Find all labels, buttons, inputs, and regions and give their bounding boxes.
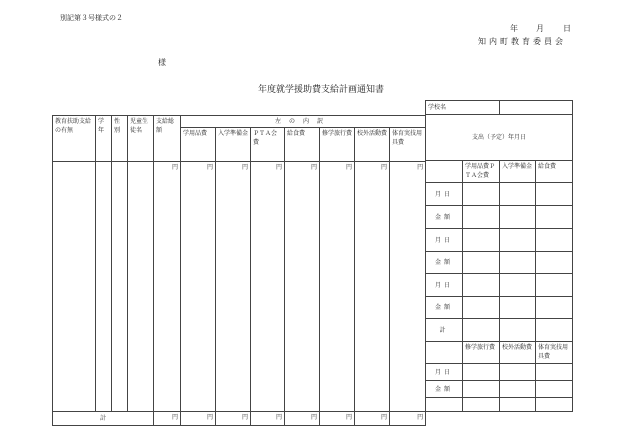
payment-date-header: 支出（予定）年月日 bbox=[426, 115, 573, 161]
col-school-trip: 修学旅行費 bbox=[463, 342, 500, 364]
col-pe-equipment: 体育実技用具費 bbox=[390, 128, 426, 162]
payment-schedule-table bbox=[425, 100, 573, 412]
table-cell[interactable] bbox=[500, 252, 536, 274]
table-cell[interactable] bbox=[463, 183, 500, 206]
table-cell[interactable] bbox=[536, 381, 573, 398]
table-cell[interactable] bbox=[500, 274, 536, 297]
unit-yen: 円 bbox=[181, 162, 216, 412]
col-school-trip: 修学旅行費 bbox=[320, 128, 355, 162]
table-cell[interactable] bbox=[500, 364, 536, 381]
unit-yen: 円 bbox=[320, 162, 355, 412]
amount-label: 金額 bbox=[426, 297, 463, 319]
table-cell bbox=[426, 398, 463, 412]
table-cell[interactable] bbox=[128, 162, 154, 412]
col-entrance-prep: 入学準備金 bbox=[216, 128, 251, 162]
table-cell[interactable] bbox=[536, 183, 573, 206]
document-title: 年度就学援助費支給計画通知書 bbox=[258, 85, 385, 95]
student-support-table bbox=[52, 115, 426, 426]
unit-yen: 円 bbox=[251, 162, 285, 412]
col-student-name: 児童生徒名 bbox=[128, 116, 154, 162]
col-supplies-pta: 学用品費ＰＴＡ会費 bbox=[463, 161, 500, 183]
table-cell[interactable] bbox=[500, 319, 536, 342]
date-month-label: 月 bbox=[536, 24, 544, 33]
table-cell[interactable] bbox=[500, 297, 536, 319]
unit-yen: 円 bbox=[390, 412, 426, 426]
col-school-supplies: 学用品費 bbox=[181, 128, 216, 162]
table-cell bbox=[426, 161, 463, 183]
unit-yen: 円 bbox=[285, 162, 320, 412]
table-cell[interactable] bbox=[463, 229, 500, 252]
unit-yen: 円 bbox=[216, 162, 251, 412]
amount-label: 金額 bbox=[426, 381, 463, 398]
table-cell[interactable] bbox=[500, 229, 536, 252]
unit-yen: 円 bbox=[390, 162, 426, 412]
col-entrance-prep: 入学準備金 bbox=[500, 161, 536, 183]
table-cell[interactable] bbox=[463, 364, 500, 381]
table-cell[interactable] bbox=[500, 206, 536, 229]
table-cell[interactable] bbox=[536, 252, 573, 274]
unit-yen: 円 bbox=[251, 412, 285, 426]
table-cell[interactable] bbox=[536, 319, 573, 342]
col-lunch-fee: 給食費 bbox=[285, 128, 320, 162]
table-cell[interactable] bbox=[463, 398, 500, 412]
unit-yen: 円 bbox=[154, 412, 181, 426]
table-cell[interactable] bbox=[500, 381, 536, 398]
total-label: 計 bbox=[53, 412, 154, 426]
col-pta-fee: ＰＴＡ会費 bbox=[251, 128, 285, 162]
unit-yen: 円 bbox=[320, 412, 355, 426]
col-grade: 学年 bbox=[96, 116, 112, 162]
table-cell[interactable] bbox=[536, 274, 573, 297]
col-breakdown: 左の内訳 bbox=[181, 116, 426, 128]
table-cell[interactable] bbox=[536, 206, 573, 229]
table-cell[interactable] bbox=[463, 252, 500, 274]
col-pe-equipment: 体育実技用具費 bbox=[536, 342, 573, 364]
month-day-label: 月日 bbox=[426, 229, 463, 252]
col-outdoor-activity: 校外活動費 bbox=[500, 342, 536, 364]
month-day-label: 月日 bbox=[426, 274, 463, 297]
col-outdoor-activity: 校外活動費 bbox=[355, 128, 390, 162]
school-name-value[interactable] bbox=[500, 101, 573, 115]
table-cell[interactable] bbox=[536, 364, 573, 381]
table-cell[interactable] bbox=[463, 319, 500, 342]
subtotal-label: 計 bbox=[426, 319, 463, 342]
table-cell[interactable] bbox=[463, 206, 500, 229]
unit-yen: 円 bbox=[355, 412, 390, 426]
table-cell[interactable] bbox=[463, 297, 500, 319]
table-cell[interactable] bbox=[463, 274, 500, 297]
amount-label: 金額 bbox=[426, 252, 463, 274]
table-cell[interactable] bbox=[500, 398, 536, 412]
unit-yen: 円 bbox=[154, 162, 181, 412]
table-cell[interactable] bbox=[536, 297, 573, 319]
addressee-suffix: 様 bbox=[158, 58, 166, 67]
table-cell[interactable] bbox=[53, 162, 96, 412]
col-lunch-fee: 給食費 bbox=[536, 161, 573, 183]
table-cell[interactable] bbox=[500, 183, 536, 206]
school-name-label: 学校名 bbox=[426, 101, 500, 115]
table-cell[interactable] bbox=[463, 381, 500, 398]
unit-yen: 円 bbox=[285, 412, 320, 426]
table-cell[interactable] bbox=[96, 162, 112, 412]
date-year-label: 年 bbox=[510, 24, 518, 33]
table-cell[interactable] bbox=[536, 229, 573, 252]
col-sex: 性別 bbox=[112, 116, 128, 162]
table-cell[interactable] bbox=[536, 398, 573, 412]
unit-yen: 円 bbox=[355, 162, 390, 412]
date-day-label: 日 bbox=[563, 24, 571, 33]
unit-yen: 円 bbox=[216, 412, 251, 426]
col-support-status: 教育扶助支給の有無 bbox=[53, 116, 96, 162]
month-day-label: 月日 bbox=[426, 364, 463, 381]
col-total-amount: 支給総額 bbox=[154, 116, 181, 162]
table-cell bbox=[426, 342, 463, 364]
unit-yen: 円 bbox=[181, 412, 216, 426]
amount-label: 金額 bbox=[426, 206, 463, 229]
month-day-label: 月日 bbox=[426, 183, 463, 206]
issuer-name: 知内町教育委員会 bbox=[478, 37, 566, 46]
table-cell[interactable] bbox=[112, 162, 128, 412]
form-id: 別記第３号様式の２ bbox=[60, 14, 123, 22]
